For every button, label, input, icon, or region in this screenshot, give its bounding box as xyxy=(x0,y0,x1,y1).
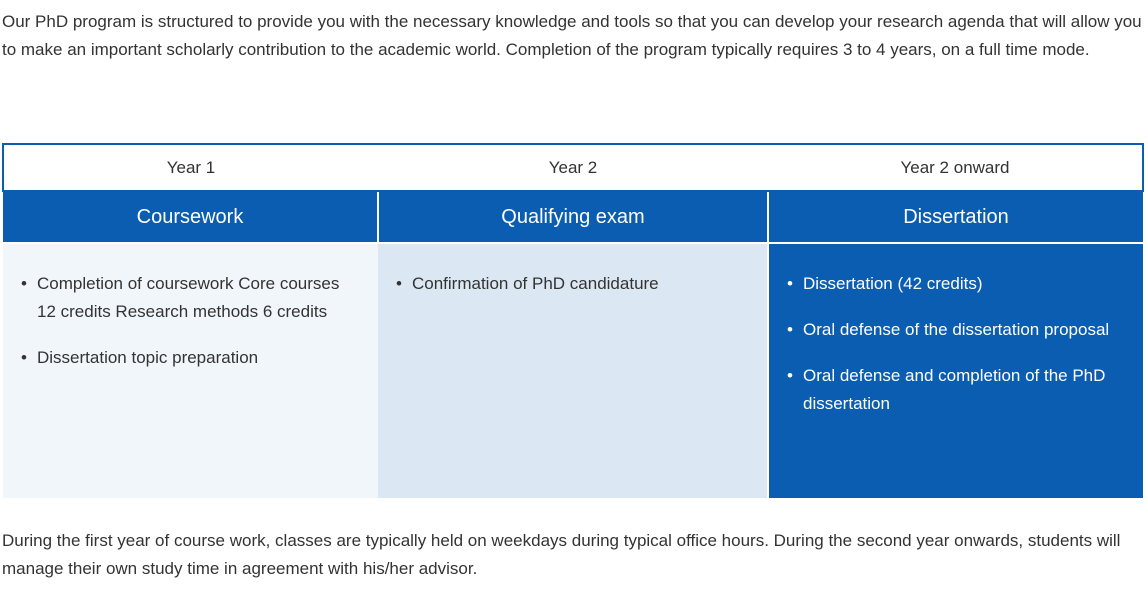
list-item: • Dissertation topic preparation xyxy=(21,344,360,372)
list-item: • Completion of coursework Core courses 12 credits Research methods 6 credits xyxy=(21,270,360,326)
year-cell-3: Year 2 onward xyxy=(768,144,1143,191)
year-header-row xyxy=(3,144,1143,191)
phase-qualifying-exam: Qualifying exam xyxy=(378,191,768,243)
intro-paragraph: Our PhD program is structured to provide you with the necessary knowledge and tools so that you can develop your research agenda that will allow you to make an important scholarly contribution to the academic world. Completion of the program typically requires 3 to 4 years, on a full time mode. xyxy=(2,12,1142,59)
list-item: • Oral defense and completion of the PhD dissertation xyxy=(787,362,1125,418)
coursework-details xyxy=(3,243,378,498)
outro-paragraph: During the first year of course work, classes are typically held on weekdays during typical office hours. During the second year onwards, students will manage their own study time in agreement with his/her advisor. xyxy=(2,531,1121,578)
dissertation-list xyxy=(787,270,1125,418)
list-item: • Dissertation (42 credits) xyxy=(787,270,1125,298)
qualifying-exam-list xyxy=(396,270,749,298)
phase-dissertation: Dissertation xyxy=(768,191,1143,243)
dissertation-details xyxy=(768,243,1143,498)
year-cell-2: Year 2 xyxy=(378,144,768,191)
detail-row xyxy=(3,243,1143,498)
program-structure-table xyxy=(2,143,1144,498)
year-cell-1: Year 1 xyxy=(3,144,378,191)
phase-coursework: Coursework xyxy=(3,191,378,243)
phase-header-row xyxy=(3,191,1143,243)
coursework-list xyxy=(21,270,360,372)
list-item: • Confirmation of PhD candidature xyxy=(396,270,749,298)
list-item: • Oral defense of the dissertation proposal xyxy=(787,316,1125,344)
qualifying-exam-details xyxy=(378,243,768,498)
